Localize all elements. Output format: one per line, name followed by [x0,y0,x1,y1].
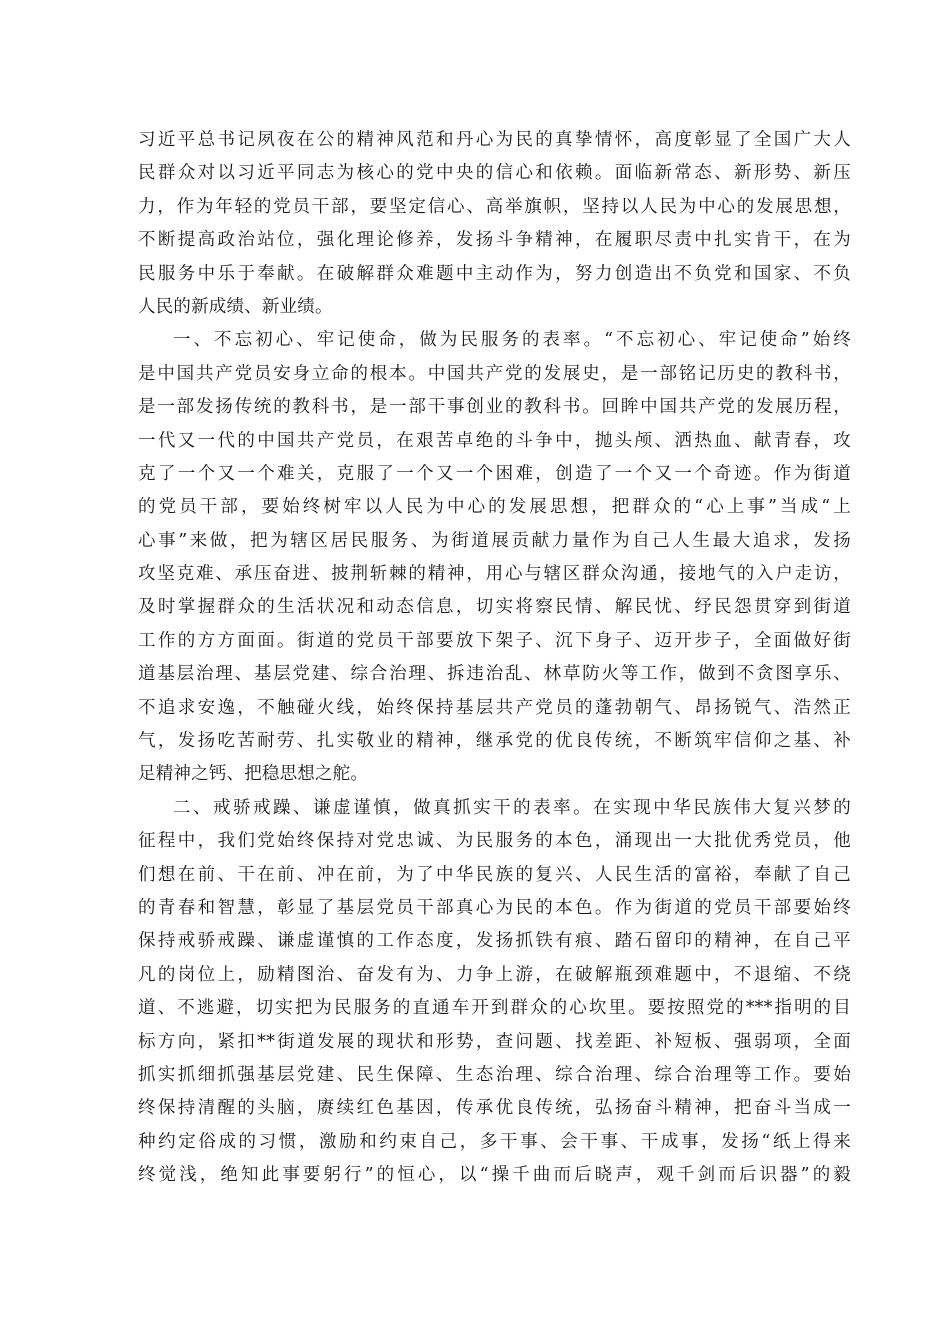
text-line: 习近平总书记夙夜在公的精神风范和丹心为民的真挚情怀，高度彰显了全国广大人 [138,130,851,150]
text-line: 民服务中乐于奉献。在破解群众难题中主动作为，努力创造出不负党和国家、不负 [138,263,851,284]
text-line: 征程中，我们党始终保持对党忠诚、为民服务的本色，涌现出一大批优秀党员，他 [138,831,851,852]
text-line: 种约定俗成的习惯，激励和约束自己，多干事、会干事、干成事，发扬“纸上得来 [138,1131,851,1152]
text-line: 是中国共产党员安身立命的根本。中国共产党的发展史，是一部铭记历史的教科书， [138,363,851,384]
text-line: 民群众对以习近平同志为核心的党中央的信心和依赖。面临新常态、新形势、新压 [138,163,851,184]
section-heading-line: 二、戒骄戒躁、谦虚谨慎，做真抓实干的表率。在实现中华民族伟大复兴梦的 [173,797,851,818]
text-line: 攻坚克难、承压奋进、披荆斩棘的精神，用心与辖区群众沟通，接地气的入户走访， [138,564,851,585]
text-line: 保持戒骄戒躁、谦虚谨慎的工作态度，发扬抓铁有痕、踏石留印的精神，在自己平 [138,931,851,952]
text-line: 人民的新成绩、新业绩。 [138,296,333,317]
text-line: 道、不逃避，切实把为民服务的直通车开到群众的心坎里。要按照党的***指明的目 [138,998,851,1019]
section-heading-line: 一、不忘初心、牢记使命，做为民服务的表率。“不忘初心、牢记使命”始终 [173,330,851,351]
text-line: 凡的岗位上，励精图治、奋发有为、力争上游，在破解瓶颈难题中，不退缩、不绕 [138,964,851,985]
text-line: 们想在前、干在前、冲在前，为了中华民族的复兴、人民生活的富裕，奉献了自己 [138,864,851,885]
text-line: 的党员干部，要始终树牢以人民为中心的发展思想，把群众的“心上事”当成“上 [138,497,851,518]
text-line: 不断提高政治站位，强化理论修养，发扬斗争精神，在履职尽责中扎实肯干，在为 [138,230,851,251]
text-line: 工作的方方面面。街道的党员干部要放下架子、沉下身子、迈开步子，全面做好街 [138,630,851,651]
text-line: 终觉浅，绝知此事要躬行”的恒心，以“操千曲而后晓声，观千剑而后识器”的毅 [138,1165,851,1186]
text-line: 及时掌握群众的生活状况和动态信息，切实将察民情、解民忧、纾民怨贯穿到街道 [138,597,851,618]
text-line: 克了一个又一个难关，克服了一个又一个困难，创造了一个又一个奇迹。作为街道 [138,463,851,484]
text-line: 一代又一代的中国共产党员，在艰苦卓绝的斗争中，抛头颅、洒热血、献青春，攻 [138,430,851,451]
text-line: 终保持清醒的头脑，赓续红色基因，传承优良传统，弘扬奋斗精神，把奋斗当成一 [138,1098,851,1119]
text-line: 的青春和智慧，彰显了基层党员干部真心为民的本色。作为街道的党员干部要始终 [138,897,851,918]
text-line: 道基层治理、基层党建、综合治理、拆违治乱、林草防火等工作，做到不贪图享乐、 [138,664,851,685]
text-line: 足精神之钙、把稳思想之舵。 [138,764,369,785]
text-line: 抓实抓细抓强基层党建、民生保障、生态治理、综合治理、综合治理等工作。要始 [138,1064,851,1085]
text-line: 不追求安逸，不触碰火线，始终保持基层共产党员的蓬勃朝气、昂扬锐气、浩然正 [138,697,851,718]
text-line: 标方向，紧扣**街道发展的现状和形势，查问题、找差距、补短板、强弱项，全面 [138,1031,851,1052]
paragraph-section-one [138,324,851,791]
text-line: 力，作为年轻的党员干部，要坚定信心、高举旗帜，坚持以人民为中心的发展思想， [138,196,851,217]
paragraph-intro [138,124,851,324]
paragraph-section-two [138,792,851,1193]
text-line: 心事”来做，把为辖区居民服务、为街道展贡献力量作为自己人生最大追求，发扬 [138,530,851,551]
document-body [138,124,851,1193]
text-line: 是一部发扬传统的教科书，是一部干事创业的教科书。回眸中国共产党的发展历程， [138,397,851,418]
text-line: 气，发扬吃苦耐劳、扎实敬业的精神，继承党的优良传统，不断筑牢信仰之基、补 [138,731,851,752]
